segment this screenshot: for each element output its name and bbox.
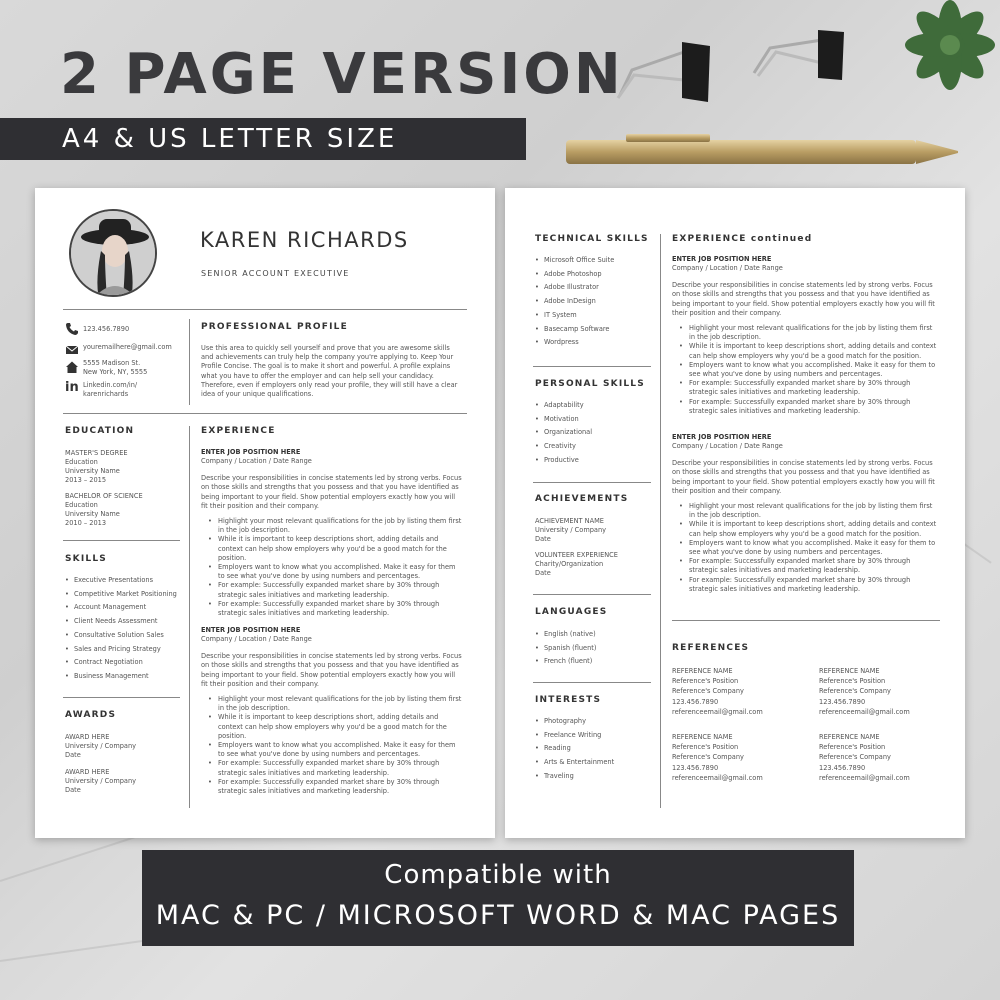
list-item: • For example: Successfully expanded market share by 30% through strategic sales initiatives and marketing leadership.	[672, 379, 940, 397]
references-heading: REFERENCES	[672, 643, 750, 653]
achievement-name: ACHIEVEMENT NAME	[535, 517, 604, 525]
personal-heading: PERSONAL SKILLS	[535, 379, 645, 389]
list-item: • English (native)	[535, 628, 650, 642]
years: 2010 – 2013	[65, 519, 107, 527]
job-bullets	[201, 695, 463, 796]
award-name: AWARD HERE	[65, 768, 110, 776]
list-item: • Creativity	[535, 440, 650, 454]
achievement-org: University / Company	[535, 526, 607, 534]
list-item: • Competitive Market Positioning	[65, 588, 185, 602]
personal-list	[535, 399, 650, 468]
list-item: • While it is important to keep descriptions short, adding details and context can help show employers why you'd be a good match for the position.	[201, 713, 463, 741]
list-item: • Motivation	[535, 413, 650, 427]
ref-company: Reference's Company	[819, 687, 891, 696]
ref-phone: 123.456.7890	[819, 763, 866, 772]
ref-phone: 123.456.7890	[672, 697, 719, 706]
job-entry	[672, 433, 940, 594]
contact-address-2: New York, NY, 5555	[83, 368, 148, 376]
job-entry	[672, 255, 940, 416]
job-description: Describe your responsibilities in concise statements led by strong verbs. Focus on those skills and strengths that you possess and that you have identified as being important to your field. Show potential employers exactly how you will fit their position and their company.	[201, 652, 462, 688]
phone-icon	[65, 322, 79, 336]
list-item: • Microsoft Office Suite	[535, 254, 650, 268]
ref-company: Reference's Company	[672, 753, 744, 762]
school: University Name	[65, 467, 120, 475]
size-banner	[0, 118, 526, 160]
ref-phone: 123.456.7890	[819, 697, 866, 706]
contact-phone: 123.456.7890	[83, 325, 130, 333]
list-item: • Highlight your most relevant qualifications for the job by listing them first in the job description.	[201, 517, 463, 535]
achievements-heading: ACHIEVEMENTS	[535, 494, 629, 504]
contact-linkedin-2: karenrichards	[83, 390, 129, 398]
list-item: • Business Management	[65, 670, 185, 684]
reference-item	[672, 666, 763, 717]
ref-name: REFERENCE NAME	[819, 733, 880, 741]
list-item: • Arts & Entertainment	[535, 756, 650, 770]
divider	[189, 319, 190, 405]
list-item: • Employers want to know what you accomplished. Make it easy for them to see what you've done by using numbers and percentages.	[672, 361, 940, 379]
list-item: • Employers want to know what you accomplished. Make it easy for them to see what you've done by using numbers and percentages.	[201, 563, 463, 581]
divider	[533, 682, 651, 683]
contact-linkedin-1: Linkedin.com/in/	[83, 381, 138, 389]
experience-continued-heading: EXPERIENCE continued	[672, 234, 813, 244]
achievement-date: Date	[535, 535, 551, 543]
list-item: • Employers want to know what you accomplished. Make it easy for them to see what you've done by using numbers and percentages.	[201, 741, 463, 759]
divider	[533, 594, 651, 595]
job-entry	[201, 448, 463, 618]
list-item: • Highlight your most relevant qualifications for the job by listing them first in the job description.	[201, 695, 463, 713]
list-item: • Photography	[535, 715, 650, 729]
list-item: • For example: Successfully expanded market share by 30% through strategic sales initiatives and marketing leadership.	[201, 581, 463, 599]
job-title: ENTER JOB POSITION HERE	[672, 255, 772, 263]
list-item: • Adobe Illustrator	[535, 281, 650, 295]
achievement-date: Date	[535, 569, 551, 577]
award-item	[65, 768, 136, 795]
list-item: • For example: Successfully expanded market share by 30% through strategic sales initiatives and marketing leadership.	[201, 759, 463, 777]
divider	[63, 413, 467, 414]
list-item: • While it is important to keep descriptions short, adding details and context can help show employers why you'd be a good match for the position.	[672, 342, 940, 360]
years: 2013 – 2015	[65, 476, 107, 484]
contact-email: youremailhere@gmail.com	[83, 343, 172, 351]
ref-name: REFERENCE NAME	[819, 667, 880, 675]
pen-decoration	[566, 134, 966, 170]
ref-name: REFERENCE NAME	[672, 733, 733, 741]
headline: 2 PAGE VERSION	[60, 42, 624, 107]
interests-heading: INTERESTS	[535, 695, 602, 705]
plant-decoration	[880, 0, 1000, 110]
award-org: University / Company	[65, 777, 137, 785]
list-item: • Highlight your most relevant qualifications for the job by listing them first in the job description.	[672, 324, 940, 342]
list-item: • For example: Successfully expanded market share by 30% through strategic sales initiatives and marketing leadership.	[201, 778, 463, 796]
technical-list	[535, 254, 650, 350]
list-item: • For example: Successfully expanded market share by 30% through strategic sales initiatives and marketing leadership.	[672, 398, 940, 416]
education-item	[65, 449, 128, 485]
skills-list	[65, 574, 185, 684]
degree: BACHELOR OF SCIENCE	[65, 492, 143, 500]
job-meta: Company / Location / Date Range	[672, 442, 783, 450]
list-item: • Freelance Writing	[535, 729, 650, 743]
resume-name: KAREN RICHARDS	[200, 228, 409, 252]
ref-position: Reference's Position	[672, 677, 739, 686]
award-date: Date	[65, 751, 81, 759]
compat-line-2: MAC & PC / MICROSOFT WORD & MAC PAGES	[155, 900, 841, 931]
ref-company: Reference's Company	[672, 687, 744, 696]
compatibility-banner	[142, 850, 854, 946]
job-description: Describe your responsibilities in concise statements led by strong verbs. Focus on those skills and strengths that you possess and that you have identified as being important to your field. Show potential employers exactly how you will fit their position and their company.	[201, 474, 462, 510]
divider	[63, 309, 467, 310]
divider	[533, 366, 651, 367]
divider	[189, 426, 190, 808]
job-title: ENTER JOB POSITION HERE	[201, 626, 301, 634]
school: University Name	[65, 510, 120, 518]
divider	[63, 540, 180, 541]
list-item: • For example: Successfully expanded market share by 30% through strategic sales initiatives and marketing leadership.	[672, 557, 940, 575]
binder-clip-icon	[612, 40, 712, 105]
experience-heading: EXPERIENCE	[201, 426, 276, 436]
divider	[660, 234, 661, 808]
linkedin-icon: in	[65, 380, 79, 395]
job-description: Describe your responsibilities in concise statements led by strong verbs. Focus on those skills and strengths that you possess and that you have identified as being important to your field. Show potential employers exactly how you will fit their position and their company.	[672, 459, 935, 495]
ref-position: Reference's Position	[819, 677, 886, 686]
profile-heading: PROFESSIONAL PROFILE	[201, 322, 348, 332]
resume-title: SENIOR ACCOUNT EXECUTIVE	[201, 269, 350, 278]
list-item: • Consultative Solution Sales	[65, 629, 185, 643]
list-item: • Client Needs Assessment	[65, 615, 185, 629]
ref-email: referenceemail@gmail.com	[819, 773, 910, 782]
list-item: • Wordpress	[535, 336, 650, 350]
divider	[533, 482, 651, 483]
job-meta: Company / Location / Date Range	[201, 635, 312, 643]
resume-page-2	[505, 188, 965, 838]
reference-item	[819, 732, 910, 783]
languages-list	[535, 628, 650, 669]
achievement-item	[535, 517, 606, 544]
languages-heading: LANGUAGES	[535, 607, 608, 617]
list-item: • Adaptability	[535, 399, 650, 413]
list-item: • Adobe InDesign	[535, 295, 650, 309]
list-item: • Highlight your most relevant qualifications for the job by listing them first in the job description.	[672, 502, 940, 520]
divider	[63, 697, 180, 698]
profile-text: Use this area to quickly sell yourself and prove that you are awesome skills and achievements can truly help the company you're applying to. Keep Your Profile Concise. The goal is to make it short and powerful. A profile explains what you have to offer the employer and can help sell your candidacy. Therefore, even if employers only read your profile, they will still have a clear idea of your unique qualifications.	[201, 344, 458, 399]
list-item: • IT System	[535, 309, 650, 323]
achievement-item	[535, 551, 618, 578]
job-title: ENTER JOB POSITION HERE	[672, 433, 772, 441]
list-item: • Sales and Pricing Strategy	[65, 643, 185, 657]
divider	[672, 620, 940, 621]
home-icon	[65, 360, 79, 374]
list-item: • Adobe Photoshop	[535, 268, 650, 282]
list-item: • Organizational	[535, 426, 650, 440]
list-item: • Executive Presentations	[65, 574, 185, 588]
list-item: • Productive	[535, 454, 650, 468]
awards-heading: AWARDS	[65, 710, 117, 720]
education-item	[65, 492, 143, 528]
list-item: • Reading	[535, 742, 650, 756]
compat-line-1: Compatible with	[384, 860, 612, 890]
list-item: • Spanish (fluent)	[535, 642, 650, 656]
job-meta: Company / Location / Date Range	[672, 264, 783, 272]
list-item: • While it is important to keep descriptions short, adding details and context can help show employers why you'd be a good match for the position.	[672, 520, 940, 538]
award-date: Date	[65, 786, 81, 794]
list-item: • Traveling	[535, 770, 650, 784]
profile-photo	[69, 209, 157, 297]
job-meta: Company / Location / Date Range	[201, 457, 312, 465]
ref-position: Reference's Position	[819, 743, 886, 752]
mail-icon	[65, 343, 79, 357]
list-item: • French (fluent)	[535, 655, 650, 669]
skills-heading: SKILLS	[65, 554, 107, 564]
job-description: Describe your responsibilities in concise statements led by strong verbs. Focus on those skills and strengths that you possess and that you have identified as being important to your field. Show potential employers exactly how you will fit their position and their company.	[672, 281, 935, 317]
list-item: • For example: Successfully expanded market share by 30% through strategic sales initiatives and marketing leadership.	[672, 576, 940, 594]
job-bullets	[201, 517, 463, 618]
ref-email: referenceemail@gmail.com	[672, 707, 763, 716]
ref-position: Reference's Position	[672, 743, 739, 752]
field: Education	[65, 501, 98, 509]
job-bullets	[672, 502, 940, 594]
ref-email: referenceemail@gmail.com	[819, 707, 910, 716]
reference-item	[819, 666, 910, 717]
interests-list	[535, 715, 650, 784]
binder-clip-icon	[750, 28, 850, 93]
ref-email: referenceemail@gmail.com	[672, 773, 763, 782]
resume-page-1	[35, 188, 495, 838]
achievement-org: Charity/Organization	[535, 560, 604, 568]
list-item: • Basecamp Software	[535, 323, 650, 337]
ref-name: REFERENCE NAME	[672, 667, 733, 675]
contact-address-1: 5555 Madison St.	[83, 359, 141, 367]
list-item: • Employers want to know what you accomplished. Make it easy for them to see what you've done by using numbers and percentages.	[672, 539, 940, 557]
degree: MASTER'S DEGREE	[65, 449, 128, 457]
technical-heading: TECHNICAL SKILLS	[535, 234, 649, 244]
ref-company: Reference's Company	[819, 753, 891, 762]
award-name: AWARD HERE	[65, 733, 110, 741]
job-bullets	[672, 324, 940, 416]
job-entry	[201, 626, 463, 796]
achievement-name: VOLUNTEER EXPERIENCE	[535, 551, 618, 559]
size-label: A4 & US LETTER SIZE	[62, 124, 398, 154]
award-item	[65, 733, 136, 760]
field: Education	[65, 458, 98, 466]
reference-item	[672, 732, 763, 783]
job-title: ENTER JOB POSITION HERE	[201, 448, 301, 456]
education-heading: EDUCATION	[65, 426, 135, 436]
list-item: • For example: Successfully expanded market share by 30% through strategic sales initiatives and marketing leadership.	[201, 600, 463, 618]
ref-phone: 123.456.7890	[672, 763, 719, 772]
list-item: • Account Management	[65, 601, 185, 615]
list-item: • Contract Negotiation	[65, 656, 185, 670]
list-item: • While it is important to keep descriptions short, adding details and context can help show employers why you'd be a good match for the position.	[201, 535, 463, 563]
award-org: University / Company	[65, 742, 137, 750]
